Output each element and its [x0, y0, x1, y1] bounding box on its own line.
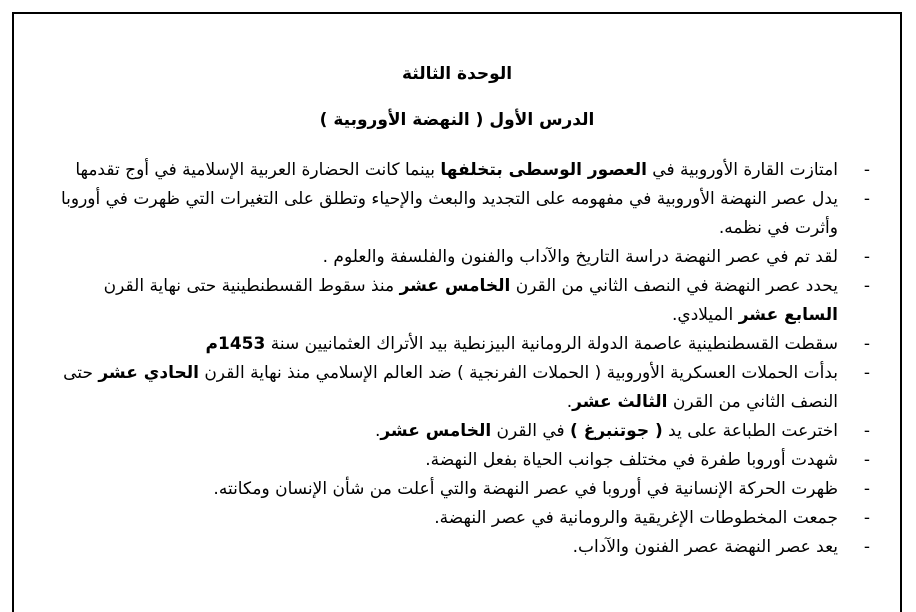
bullet-list — [48, 156, 870, 562]
list-item — [48, 504, 870, 533]
text-run: لقد تم في عصر النهضة دراسة التاريخ والآداب والفنون والفلسفة والعلوم . — [322, 247, 838, 267]
text-run: يعد عصر النهضة عصر الفنون والآداب. — [572, 537, 838, 557]
text-run: حتى النصف الثاني من القرن — [63, 363, 838, 412]
text-run: شهدت أوروبا طفرة في مختلف جوانب الحياة بفعل النهضة. — [425, 450, 838, 470]
text-run: امتازت القارة الأوروبية في — [646, 160, 838, 180]
bullet-dash: - — [863, 189, 870, 209]
bullet-dash: - — [863, 160, 870, 180]
list-item — [48, 330, 870, 359]
bold-run: 1453م — [205, 334, 266, 354]
bold-run: الحادي عشر — [98, 363, 199, 383]
list-item — [48, 446, 870, 475]
list-item — [48, 359, 870, 417]
list-item — [48, 156, 870, 185]
text-run: منذ سقوط القسطنطينية حتى نهاية القرن — [103, 276, 400, 296]
bullet-dash: - — [863, 421, 870, 441]
bold-run: الخامس عشر — [380, 421, 492, 441]
bullet-dash: - — [863, 276, 870, 296]
unit-title: الوحدة الثالثة — [401, 64, 513, 84]
text-run: بدأت الحملات العسكرية الأوروبية ( الحملات الفرنجية ) ضد العالم الإسلامي منذ نهاية القرن — [198, 363, 838, 383]
bullet-dash: - — [863, 479, 870, 499]
list-item-text — [213, 479, 838, 499]
text-run: الميلادي. — [672, 305, 739, 325]
bold-run: السابع عشر — [738, 305, 838, 325]
text-run: . — [374, 421, 381, 441]
bold-run: ( جوتنبرغ ) — [570, 421, 663, 441]
list-item — [48, 185, 870, 243]
list-item — [48, 533, 870, 562]
list-item-text — [323, 247, 838, 267]
list-item-text — [63, 363, 838, 412]
bullet-dash: - — [863, 537, 870, 557]
list-item — [48, 243, 870, 272]
list-item-text — [425, 450, 838, 470]
list-item-text — [75, 160, 838, 180]
text-run: يدل عصر النهضة الأوروبية في مفهومه على التجديد والبعث والإحياء وتطلق على التغيرات التي ظهرت في أوروبا وأثرت في نظمه. — [60, 189, 838, 238]
text-run: في القرن — [491, 421, 571, 441]
list-item-text — [61, 189, 838, 238]
text-run: جمعت المخطوطات الإغريقية والرومانية في عصر النهضة. — [434, 508, 838, 528]
bullet-dash: - — [863, 334, 870, 354]
text-run: يحدد عصر النهضة في النصف الثاني من القرن — [510, 276, 838, 296]
bold-run: الخامس عشر — [399, 276, 511, 296]
bullet-dash: - — [863, 247, 870, 267]
list-item-text — [375, 421, 838, 441]
list-item — [48, 475, 870, 504]
text-run: اخترعت الطباعة على يد — [662, 421, 838, 441]
bold-run: العصور الوسطى بتخلفها — [440, 160, 647, 180]
bullet-dash: - — [863, 363, 870, 383]
text-run: ظهرت الحركة الإنسانية في أوروبا في عصر النهضة والتي أعلت من شأن الإنسان ومكانته. — [213, 479, 838, 499]
list-item-text — [206, 334, 838, 354]
lesson-title: الدرس الأول ( النهضة الأوروبية ) — [319, 110, 595, 130]
bullet-dash: - — [863, 508, 870, 528]
list-item-text — [573, 537, 838, 557]
bold-run: الثالث عشر — [572, 392, 668, 412]
text-run: بينما كانت الحضارة العربية الإسلامية في أوج تقدمها — [75, 160, 441, 180]
list-item — [48, 272, 870, 330]
document-page — [12, 12, 902, 612]
list-item-text — [434, 508, 838, 528]
text-run: سقطت القسطنطينية عاصمة الدولة الرومانية البيزنطية بيد الأتراك العثمانيين سنة — [265, 334, 838, 354]
list-item-text — [104, 276, 838, 325]
text-run: . — [566, 392, 573, 412]
bullet-dash: - — [863, 450, 870, 470]
list-item — [48, 417, 870, 446]
